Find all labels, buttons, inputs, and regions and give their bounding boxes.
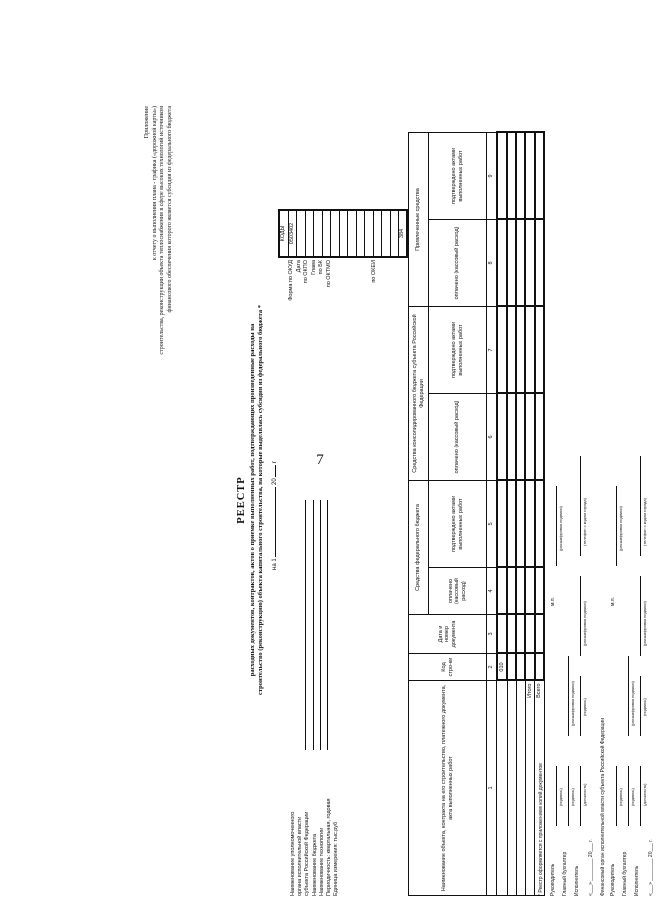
code-value: 384 [399,228,405,239]
caption: (расшифровка подписи) [618,506,623,551]
subtitle-line: строительство (реконструкцию) объекта капитального строительства, на которые выделялась субсидия из федерального бюджета * [257,304,264,696]
col-number: 6 [487,394,497,481]
chief-accountant-label: Главный бухгалтер [562,851,568,896]
code-label: по ОКЕИ [370,260,377,283]
code-label: Дата [295,260,302,273]
rotated-document [140,100,660,900]
sub-paid: оплачено (кассовый расход) [429,394,487,481]
executor-label: Исполнитель [634,865,640,896]
caption: (расшифровка подписи) [558,506,563,551]
sub-paid: оплачено (кассовый расход) [429,220,487,307]
code-value [357,211,366,256]
header-label: субъекта Российской Федерации [304,811,311,896]
code-value [365,211,374,256]
table-row [507,133,516,896]
code-label: по ОКТМО [325,260,332,288]
caption: (должность) [582,783,587,806]
sub-paid: оплачено (кассовый расход) [429,568,487,615]
code-value [323,211,332,256]
codes-header: КОДЫ [280,211,289,256]
caption: (телефон с кодом города) [642,498,647,546]
code-value [306,211,315,256]
mp-label: м.п. [550,597,556,606]
sub-confirmed: подтверждено актами выполненных работ [429,307,487,394]
caption: (подпись) [642,698,647,716]
caption: (расшифровка подписи) [630,681,635,726]
table-row [497,133,508,896]
number-prefix: на 1 [272,558,278,570]
col-number: 8 [487,220,497,307]
col-number: 7 [487,307,497,394]
header-label: Наименование уполномоченного [290,811,296,896]
header-label: Наименование технологии [318,827,325,896]
col-number: 5 [487,481,497,568]
header-attracted: Привлеченные средства [409,133,429,307]
financial-body-label: Финансовый орган исполнительной власти субъекта Российской Федерации [600,717,606,896]
date-template: «___» ________ 20___ г. [648,839,654,896]
page-number: 7 [316,452,324,468]
code-label: по ОКПО [303,260,309,284]
code-value [374,211,383,256]
code-value [331,211,340,256]
chief-accountant-label: Главный бухгалтер [622,851,628,896]
header-code: Код стро-ки [409,654,487,681]
codes-labels [288,260,378,355]
row-all-label: Всего [535,681,545,896]
registry-table [408,132,545,897]
appendix-line: Приложение [144,106,150,139]
caption: (расшифровка подписи) [642,601,647,646]
code-label: Форма по ОКУД [288,260,294,301]
appendix-note [144,106,174,355]
caption: (подпись) [582,698,587,716]
subtitle-line: расходных документов, контрактов, актов о приемке выполненных работ, подтверждающих произведенные расходы на [249,323,256,677]
code-label [333,260,341,355]
registry-subtitle [249,100,265,900]
sub-confirmed: подтверждено актами выполненных работ [429,133,487,220]
head-label: Руководитель [610,863,616,896]
row-total-label: Итого [525,681,535,896]
header-name: Наименование объекта, контракта на его строительство, платежного документа, акта выполненных работ [409,681,487,896]
head-label: Руководитель [550,863,556,896]
col-number: 3 [487,615,497,654]
caption: (должность) [642,783,647,806]
mp-label: м.п. [610,597,616,606]
code-value: 0503402 [289,211,298,256]
date-template: «___» ________ 20___ г. [588,839,594,896]
registry-title: РЕЕСТР [236,476,247,524]
year-prefix: 20 [272,478,278,485]
caption: (подпись) [570,788,575,806]
col-number: 4 [487,568,497,615]
codes-box [278,209,408,258]
code-label: Глава [310,260,317,275]
caption: (телефон с кодом города) [582,498,587,546]
caption: (подпись) [558,788,563,806]
date-line [272,461,278,570]
header-label: органа исполнительной власти [297,816,304,896]
code-value [340,211,349,256]
col-number: 2 [487,654,497,681]
signatures-block [536,136,656,896]
caption: (расшифровка подписи) [570,681,575,726]
caption: (подпись) [630,788,635,806]
header-regional: Средства консолидированного бюджета субъекта Российской Федерации [409,307,429,481]
row-code: 010 [497,654,508,681]
col-number: 1 [487,681,497,896]
code-value [348,211,357,256]
header-federal: Средства федерального бюджета [409,481,429,615]
header-label: Единица измерения: тыс.руб [333,821,340,896]
header-label: Периодичность: квартальная, годовая [326,798,333,896]
appendix-line: к отчету о выполнении плана - графика («дорожной карты») [151,106,158,261]
code-value [391,211,400,256]
executor-label: Исполнитель [574,865,580,896]
code-value [382,211,391,256]
col-number: 9 [487,133,497,220]
appendix-line: финансового обеспечения которого является субсидия из федерального бюджета [166,106,173,313]
header-label: Наименование бюджета [311,833,318,896]
table-row-total [525,133,535,896]
caption: (расшифровка подписи) [582,601,587,646]
sub-confirmed: подтверждено актами выполненных работ [429,481,487,568]
footnote: * Реестр оформляется с приложением копий документов [538,763,544,896]
table-row [516,133,525,896]
year-suffix: г [272,460,278,463]
code-value [297,211,306,256]
caption: (подпись) [618,788,623,806]
header-date: Дата и номер документа [409,615,487,654]
title-block [236,100,265,900]
code-label: по БК [318,260,324,275]
appendix-line: строительства, реконструкции объекта теплоснабжения в сфере высоких технологий источником [159,106,166,355]
header-labels [290,799,340,897]
code-value [314,211,323,256]
